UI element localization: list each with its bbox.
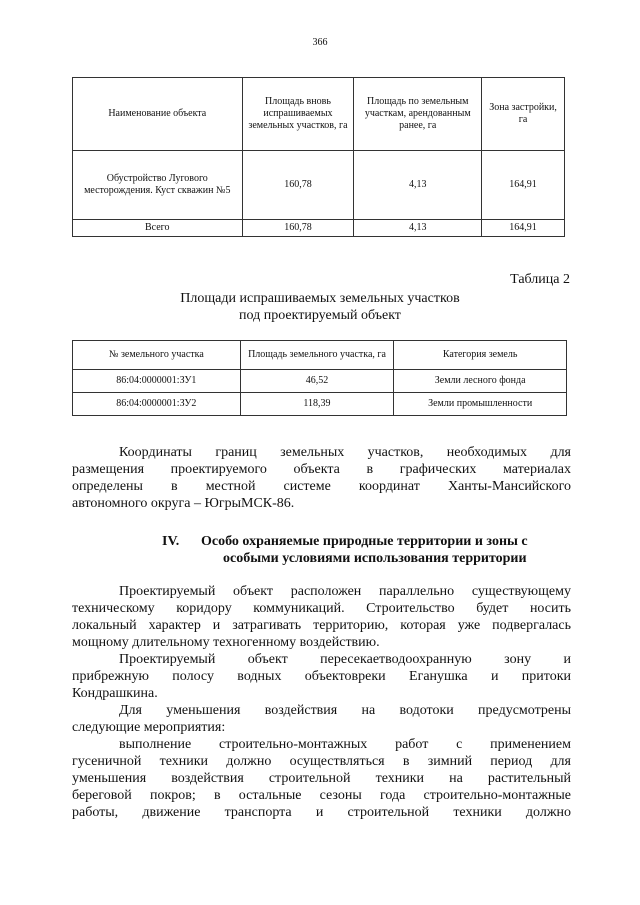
text-line: локальный характер и затрагивать территорию, которая уже подвергалась — [72, 618, 571, 633]
table-title — [0, 290, 640, 324]
objects-area-table — [72, 77, 565, 237]
text-line: Координаты границ земельных участков, необходимых для — [119, 445, 571, 460]
table-cell: Земли лесного фонда — [394, 370, 567, 393]
paragraph-location — [72, 583, 571, 651]
text-line: Для уменьшения воздействия на водотоки предусмотрены — [119, 703, 571, 718]
table-header-row — [73, 341, 567, 370]
table-header-cell: Зона застройки, га — [482, 78, 565, 151]
table-row — [73, 393, 567, 416]
table-cell: 86:04:0000001:ЗУ1 — [73, 370, 241, 393]
table-cell: 4,13 — [354, 151, 482, 220]
text-line: мощному длительному техногенному воздействию. — [72, 635, 380, 650]
text-line: определены в местной системе координат Ханты-Мансийского — [72, 479, 571, 494]
table-cell: 160,78 — [242, 151, 354, 220]
table-cell: 46,52 — [240, 370, 394, 393]
table-row — [73, 151, 565, 220]
table-cell: Всего — [73, 220, 243, 237]
paragraph-water-zone — [72, 651, 571, 702]
text-line: береговой покров; в остальные сезоны года строительно-монтажные — [72, 788, 571, 803]
table-header-cell: № земельного участка — [73, 341, 241, 370]
table-header-cell: Площадь вновь испрашиваемых земельных участков, га — [242, 78, 354, 151]
table-total-row — [73, 220, 565, 237]
text-line: гусеничной техники должно осуществляться в зимний период для — [72, 754, 571, 769]
text-line: размещения проектируемого объекта в графических материалах — [72, 462, 571, 477]
text-line: выполнение строительно-монтажных работ с применением — [119, 737, 571, 752]
paragraph-measures — [72, 702, 571, 736]
section-number: IV. — [162, 534, 180, 549]
text-line: уменьшения воздействия строительной техники на растительный — [72, 771, 571, 786]
page-number: 366 — [312, 37, 328, 48]
table-cell: Земли промышленности — [394, 393, 567, 416]
table-row — [73, 370, 567, 393]
paragraph-construction — [72, 736, 571, 821]
text-line: работы, движение транспорта и строительной техники должно — [72, 805, 571, 820]
text-line: Проектируемый объект пересекаетводоохранную зону и — [119, 652, 571, 667]
text-line: прибрежную полосу водных объектовреки Еганушка и притоки — [72, 669, 571, 684]
text-line: следующие мероприятия: — [72, 720, 226, 735]
text-line: техническому коридору коммуникаций. Строительство будет носить — [72, 601, 571, 616]
text-line: автономного округа – ЮгрыМСК-86. — [72, 496, 295, 511]
table-caption: Таблица 2 — [510, 272, 570, 287]
table-cell: 118,39 — [240, 393, 394, 416]
coordinates-paragraph — [72, 444, 571, 512]
table-title-line: под проектируемый объект — [239, 308, 401, 323]
table-header-cell: Площадь по земельным участкам, арендованным ранее, га — [354, 78, 482, 151]
table-header-cell: Наименование объекта — [73, 78, 243, 151]
table-header-cell: Категория земель — [394, 341, 567, 370]
table-header-cell: Площадь земельного участка, га — [240, 341, 394, 370]
table-cell: 164,91 — [482, 151, 565, 220]
section-title-line: Особо охраняемые природные территории и зоны с — [201, 534, 528, 549]
table-cell: 4,13 — [354, 220, 482, 237]
table-cell: 160,78 — [242, 220, 354, 237]
table-cell: 86:04:0000001:ЗУ2 — [73, 393, 241, 416]
section-title-line: особыми условиями использования территории — [223, 551, 527, 566]
table-title-line: Площади испрашиваемых земельных участков — [180, 291, 460, 306]
land-plots-table — [72, 340, 567, 416]
text-line: Кондрашкина. — [72, 686, 158, 701]
table-cell: 164,91 — [482, 220, 565, 237]
table-header-row — [73, 78, 565, 151]
text-line: Проектируемый объект расположен параллельно существующему — [119, 584, 571, 599]
table-cell: Обустройство Лугового месторождения. Куст скважин №5 — [73, 151, 243, 220]
